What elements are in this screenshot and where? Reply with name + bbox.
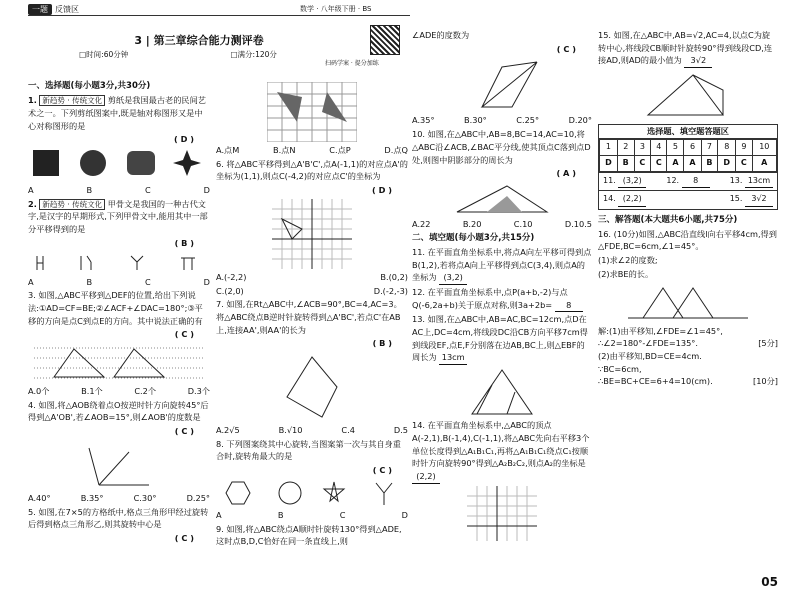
page-number xyxy=(761,575,778,589)
points: [5分] xyxy=(758,338,778,349)
cell: 9 xyxy=(736,139,752,155)
answer: ( C ) xyxy=(174,329,194,340)
fill-num: 11. xyxy=(603,175,616,185)
q5-options xyxy=(216,144,408,157)
answer-box-title: 选择题、填空题答题区 xyxy=(599,125,777,139)
cell: C xyxy=(736,155,752,171)
option[interactable]: B xyxy=(86,276,93,287)
solution-row xyxy=(598,337,778,350)
option[interactable]: B xyxy=(86,184,93,195)
answer: ( C ) xyxy=(174,426,194,437)
cell: 1 xyxy=(600,139,618,155)
solution-row xyxy=(598,375,778,388)
question-5: 5. 如图,在7×5的方格纸中,格点三角形甲经过旋转后得到格点三角形乙,则其旋转中心是 xyxy=(28,506,209,530)
fill-value: 8 xyxy=(682,175,710,188)
triangle-figure-q13 xyxy=(467,367,537,417)
solution-line: ∴∠2=180°-∠FDE=135°. xyxy=(598,338,699,349)
option[interactable]: B.(0,2) xyxy=(380,271,408,282)
rotation-figure xyxy=(79,440,159,490)
rotation-figure-q15 xyxy=(643,70,733,120)
solution-line: ∵BC=6cm, xyxy=(598,363,642,374)
column-2 xyxy=(216,80,408,549)
question-3: 3. 如图,△ABC平移到△DEF的位置,给出下列说法:①AD=CF=BE;②∠ACF+∠DAC=180°;③平移的方向是点C到点E的方向。其中说法正确的有 xyxy=(28,290,203,326)
cell: D xyxy=(600,155,618,171)
option[interactable]: C.(2,0) xyxy=(216,285,244,296)
column-1 xyxy=(28,80,210,545)
trend-tag: 新趋势 · 传统文化 xyxy=(39,199,105,210)
q6-options-2 xyxy=(216,285,408,298)
section-solve: 三、解答题(本大题共6小题,共75分) xyxy=(598,214,738,225)
section-fill: 二、填空题(每小题3分,共15分) xyxy=(412,232,535,243)
answer-grid xyxy=(599,139,777,172)
cell: A xyxy=(752,155,776,171)
option[interactable]: C xyxy=(145,276,151,287)
header-section: 反馈区 xyxy=(55,4,79,14)
option[interactable]: A xyxy=(28,184,34,195)
fill-answers-1 xyxy=(599,172,777,190)
q1-options xyxy=(28,184,210,197)
cell: 4 xyxy=(651,139,667,155)
cell: 6 xyxy=(684,139,701,155)
option[interactable]: C.10 xyxy=(513,218,533,229)
cell: 2 xyxy=(617,139,634,155)
fill-num: 15. xyxy=(729,194,743,204)
option[interactable]: B xyxy=(277,509,284,520)
coordinate-figure xyxy=(272,199,352,269)
question-4: 4. 如图,将△AOB绕着点O按逆时针方向旋转45°后得到△A'OB',若∠AOB=15°,则∠AOB'的度数是 xyxy=(28,399,209,423)
option[interactable]: D.3个 xyxy=(187,386,210,397)
question-11 xyxy=(412,246,592,285)
answer: ( A ) xyxy=(556,168,576,179)
fill-num: 14. xyxy=(603,194,616,204)
qr-code-icon[interactable] xyxy=(370,25,400,55)
fill-value: (2,2) xyxy=(618,193,646,206)
question-8: 8. 下列图案绕其中心旋转,当图案第一次与其自身重合时,旋转角最大的是 xyxy=(216,438,401,462)
q10-options xyxy=(412,218,592,231)
page-num: 05 xyxy=(761,575,778,589)
qr-note: 扫码学案 · 提分加练 xyxy=(325,60,379,67)
answer: ( B ) xyxy=(372,338,392,349)
fill-item xyxy=(730,193,773,206)
rotation-figure-q9 xyxy=(452,57,552,112)
option[interactable]: A xyxy=(28,276,34,287)
grid-numbers xyxy=(600,139,777,155)
question-1 xyxy=(28,94,210,132)
question-15 xyxy=(598,29,778,68)
answer-blank[interactable]: 8 xyxy=(555,299,583,313)
answer: ( C ) xyxy=(174,532,194,543)
solution xyxy=(598,325,778,389)
option[interactable]: A.22 xyxy=(412,218,431,229)
option[interactable]: C xyxy=(339,509,346,520)
option[interactable]: C.点P xyxy=(329,145,351,155)
option[interactable]: A.点M xyxy=(216,145,240,155)
coordinate-figure-q14 xyxy=(467,486,537,541)
fill-num: 12. xyxy=(666,175,680,185)
option[interactable]: A.0个 xyxy=(28,386,50,397)
option[interactable]: A xyxy=(216,509,222,520)
pattern-figures xyxy=(222,479,402,507)
option[interactable]: A.(-2,2) xyxy=(216,271,247,282)
question-16-part-2: (2)求BE的长。 xyxy=(598,268,654,279)
fill-item xyxy=(603,175,646,188)
option[interactable]: C.25° xyxy=(516,115,540,126)
answer-blank[interactable]: (2,2) xyxy=(412,470,440,484)
q6-options xyxy=(216,271,408,284)
cell: 5 xyxy=(667,139,684,155)
question-14 xyxy=(412,419,592,484)
cell: C xyxy=(651,155,667,171)
option[interactable]: A.2√5 xyxy=(216,425,240,436)
answer: ( B ) xyxy=(174,237,194,248)
answer: ( C ) xyxy=(372,465,392,476)
option[interactable]: D.5 xyxy=(393,425,408,436)
q-num: 2. xyxy=(28,198,37,209)
question-16: 16. (10分)如图,△ABC沿直线l向右平移4cm,得到△FDE,BC=6cm,∠1=45°。 xyxy=(598,228,777,252)
answer: ( C ) xyxy=(556,43,576,54)
fill-answers-2 xyxy=(599,190,777,208)
time-limit: □时间:60分钟 xyxy=(79,50,129,59)
question-9: 9. 如图,将△ABC绕点A顺时针旋转130°得到△ADE,这时点B,D,C恰好在同一条直线上,则 xyxy=(216,523,402,547)
option[interactable]: B.点N xyxy=(273,145,296,155)
cell: 10 xyxy=(752,139,776,155)
question-12 xyxy=(412,286,592,312)
fill-num: 13. xyxy=(729,175,743,185)
option[interactable]: D.20° xyxy=(568,115,592,126)
top-rule xyxy=(28,15,410,16)
option[interactable]: D.点Q xyxy=(384,145,408,155)
exam-meta xyxy=(28,49,328,60)
points: [10分] xyxy=(753,376,778,387)
option[interactable]: C xyxy=(145,184,151,195)
q4-options xyxy=(28,492,210,505)
fill-item xyxy=(666,175,709,188)
question-7: 7. 如图,在Rt△ABC中,∠ACB=90°,BC=4,AC=3。将△ABC绕点B逆时针旋转得到△A'BC',若点C'在AB上,连接AA',则AA'的长为 xyxy=(216,299,402,335)
option[interactable]: C.2个 xyxy=(134,386,157,397)
option[interactable]: B.20 xyxy=(462,218,482,229)
q-num: 1. xyxy=(28,95,37,106)
q-text: ∠ADE的度数为 xyxy=(412,30,470,40)
translation-figure xyxy=(34,343,204,383)
q-text: 剪纸是我国最古老的民间艺术之一。下列剪纸图案中,既是轴对称图形又是中心对称图形的是 xyxy=(28,95,206,131)
answer-blank[interactable]: 13cm xyxy=(439,351,467,365)
papercut-figures xyxy=(29,148,209,182)
cell: B xyxy=(617,155,634,171)
option[interactable]: D.(-2,-3) xyxy=(373,285,408,296)
answer-blank[interactable]: 3√2 xyxy=(684,54,712,68)
option[interactable]: C.30° xyxy=(133,492,157,503)
question-10: 10. 如图,在△ABC中,AB=8,BC=14,AC=10,将△ABC沿∠ACB,∠BAC平分线,使其顶点C落到点D处,则图中阴影部分的周长为 xyxy=(412,129,591,165)
question-13 xyxy=(412,313,592,365)
header-tag: 一题 xyxy=(28,4,52,15)
cell: 7 xyxy=(701,139,718,155)
option[interactable]: D xyxy=(203,184,210,195)
question-9-cont xyxy=(412,29,592,42)
cell: C xyxy=(634,155,650,171)
option[interactable]: B.35° xyxy=(80,492,104,503)
option[interactable]: D xyxy=(203,276,210,287)
cell: B xyxy=(701,155,718,171)
section-choice: 一、选择题(每小题3分,共30分) xyxy=(28,81,151,91)
option[interactable]: C.4 xyxy=(341,425,355,436)
fill-value: 13cm xyxy=(745,175,773,188)
answer-blank[interactable]: (3,2) xyxy=(439,271,467,285)
right-triangle-figure xyxy=(277,352,347,422)
q-text: 14. 在平面直角坐标系中,△ABC的顶点A(-2,1),B(-1,4),C(-1,1),将△ABC先向右平移3个单位长度得到△A₁B₁C₁,再将△A₁B₁C₁绕点C₁按顺时针方向旋转90°得到△A₂B₂C₂,则点A₂的坐标是 xyxy=(412,420,590,469)
fill-item xyxy=(730,175,773,188)
option[interactable]: B.30° xyxy=(464,115,487,126)
option[interactable]: D xyxy=(401,509,408,520)
fold-figure xyxy=(452,182,552,216)
column-3 xyxy=(412,28,592,543)
grid-answers xyxy=(600,155,777,171)
grid-figure-q5 xyxy=(267,82,357,142)
answer: ( D ) xyxy=(372,185,392,196)
answer-box xyxy=(598,124,778,209)
question-16-part-1: (1)求∠2的度数; xyxy=(598,255,658,266)
q2-options xyxy=(28,276,210,289)
header-left xyxy=(28,3,79,15)
question-6: 6. 将△ABC平移得到△A'B'C',点A(-1,1)的对应点A'的坐标为(1,1),则点C(-4,2)的对应点C'的坐标为 xyxy=(216,158,408,182)
q-text: 11. 在平面直角坐标系中,将点A向左平移可得到点B(1,2),若将点A向上平移得到点C(3,4),则点A的坐标为 xyxy=(412,246,592,283)
q-text: 甲骨文是我国的一种古代文字,是汉字的早期形式,下列甲骨文中,能用其中一部分平移得到的是 xyxy=(28,198,208,235)
translation-figure-q16 xyxy=(628,283,748,323)
option[interactable]: D.25° xyxy=(186,492,210,503)
cell: A xyxy=(684,155,701,171)
solution-line: ∴BE=BC+CE=6+4=10(cm). xyxy=(598,376,713,387)
q-text: 13. 如图,在△ABC中,AB=AC,BC=12cm,点D在AC上,DC=4cm,将线段DC沿CB方向平移7cm得到线段EF,点E,F分别落在边AB,BC上,则△EBF的周长为 xyxy=(412,314,588,363)
answer: ( D ) xyxy=(174,134,194,145)
cell: 8 xyxy=(718,139,736,155)
cell: 3 xyxy=(634,139,650,155)
solution-line: (2)由平移知,BD=CE=4cm. xyxy=(598,350,702,361)
option[interactable]: A.40° xyxy=(28,492,51,503)
oracle-bone-figures xyxy=(29,252,209,274)
header-right: 数学 · 八年级下册 · BS xyxy=(300,5,372,13)
q3-options xyxy=(28,385,210,398)
option[interactable]: D.10.5 xyxy=(564,218,592,229)
option[interactable]: B.1个 xyxy=(81,386,103,397)
page-title: 3 | 第三章综合能力测评卷 xyxy=(134,34,264,47)
solution-line: 解:(1)由平移知,∠FDE=∠1=45°, xyxy=(598,325,723,336)
full-score: □满分:120分 xyxy=(230,50,277,59)
q-text: 15. 如图,在△ABC中,AB=√2,AC=4,以点C为旋转中心,将线段CB顺时针旋转90°得到线段CD,连接AD,则AD的最小值为 xyxy=(598,30,773,66)
q-text: 12. 在平面直角坐标系中,点P(a+b,-2)与点Q(-6,2a+b)关于原点对称,则3a+2b= xyxy=(412,286,568,310)
trend-tag: 新趋势 · 传统文化 xyxy=(39,95,105,106)
cell: A xyxy=(667,155,684,171)
cell: D xyxy=(718,155,736,171)
fill-item xyxy=(603,193,646,206)
q9-options xyxy=(412,114,592,127)
column-4 xyxy=(598,28,778,388)
fill-value: (3,2) xyxy=(618,175,646,188)
fill-value: 3√2 xyxy=(745,193,773,206)
question-2 xyxy=(28,198,210,236)
q8-options xyxy=(216,509,408,522)
option[interactable]: B.√10 xyxy=(278,425,303,436)
q7-options xyxy=(216,424,408,437)
option[interactable]: A.35° xyxy=(412,115,435,126)
